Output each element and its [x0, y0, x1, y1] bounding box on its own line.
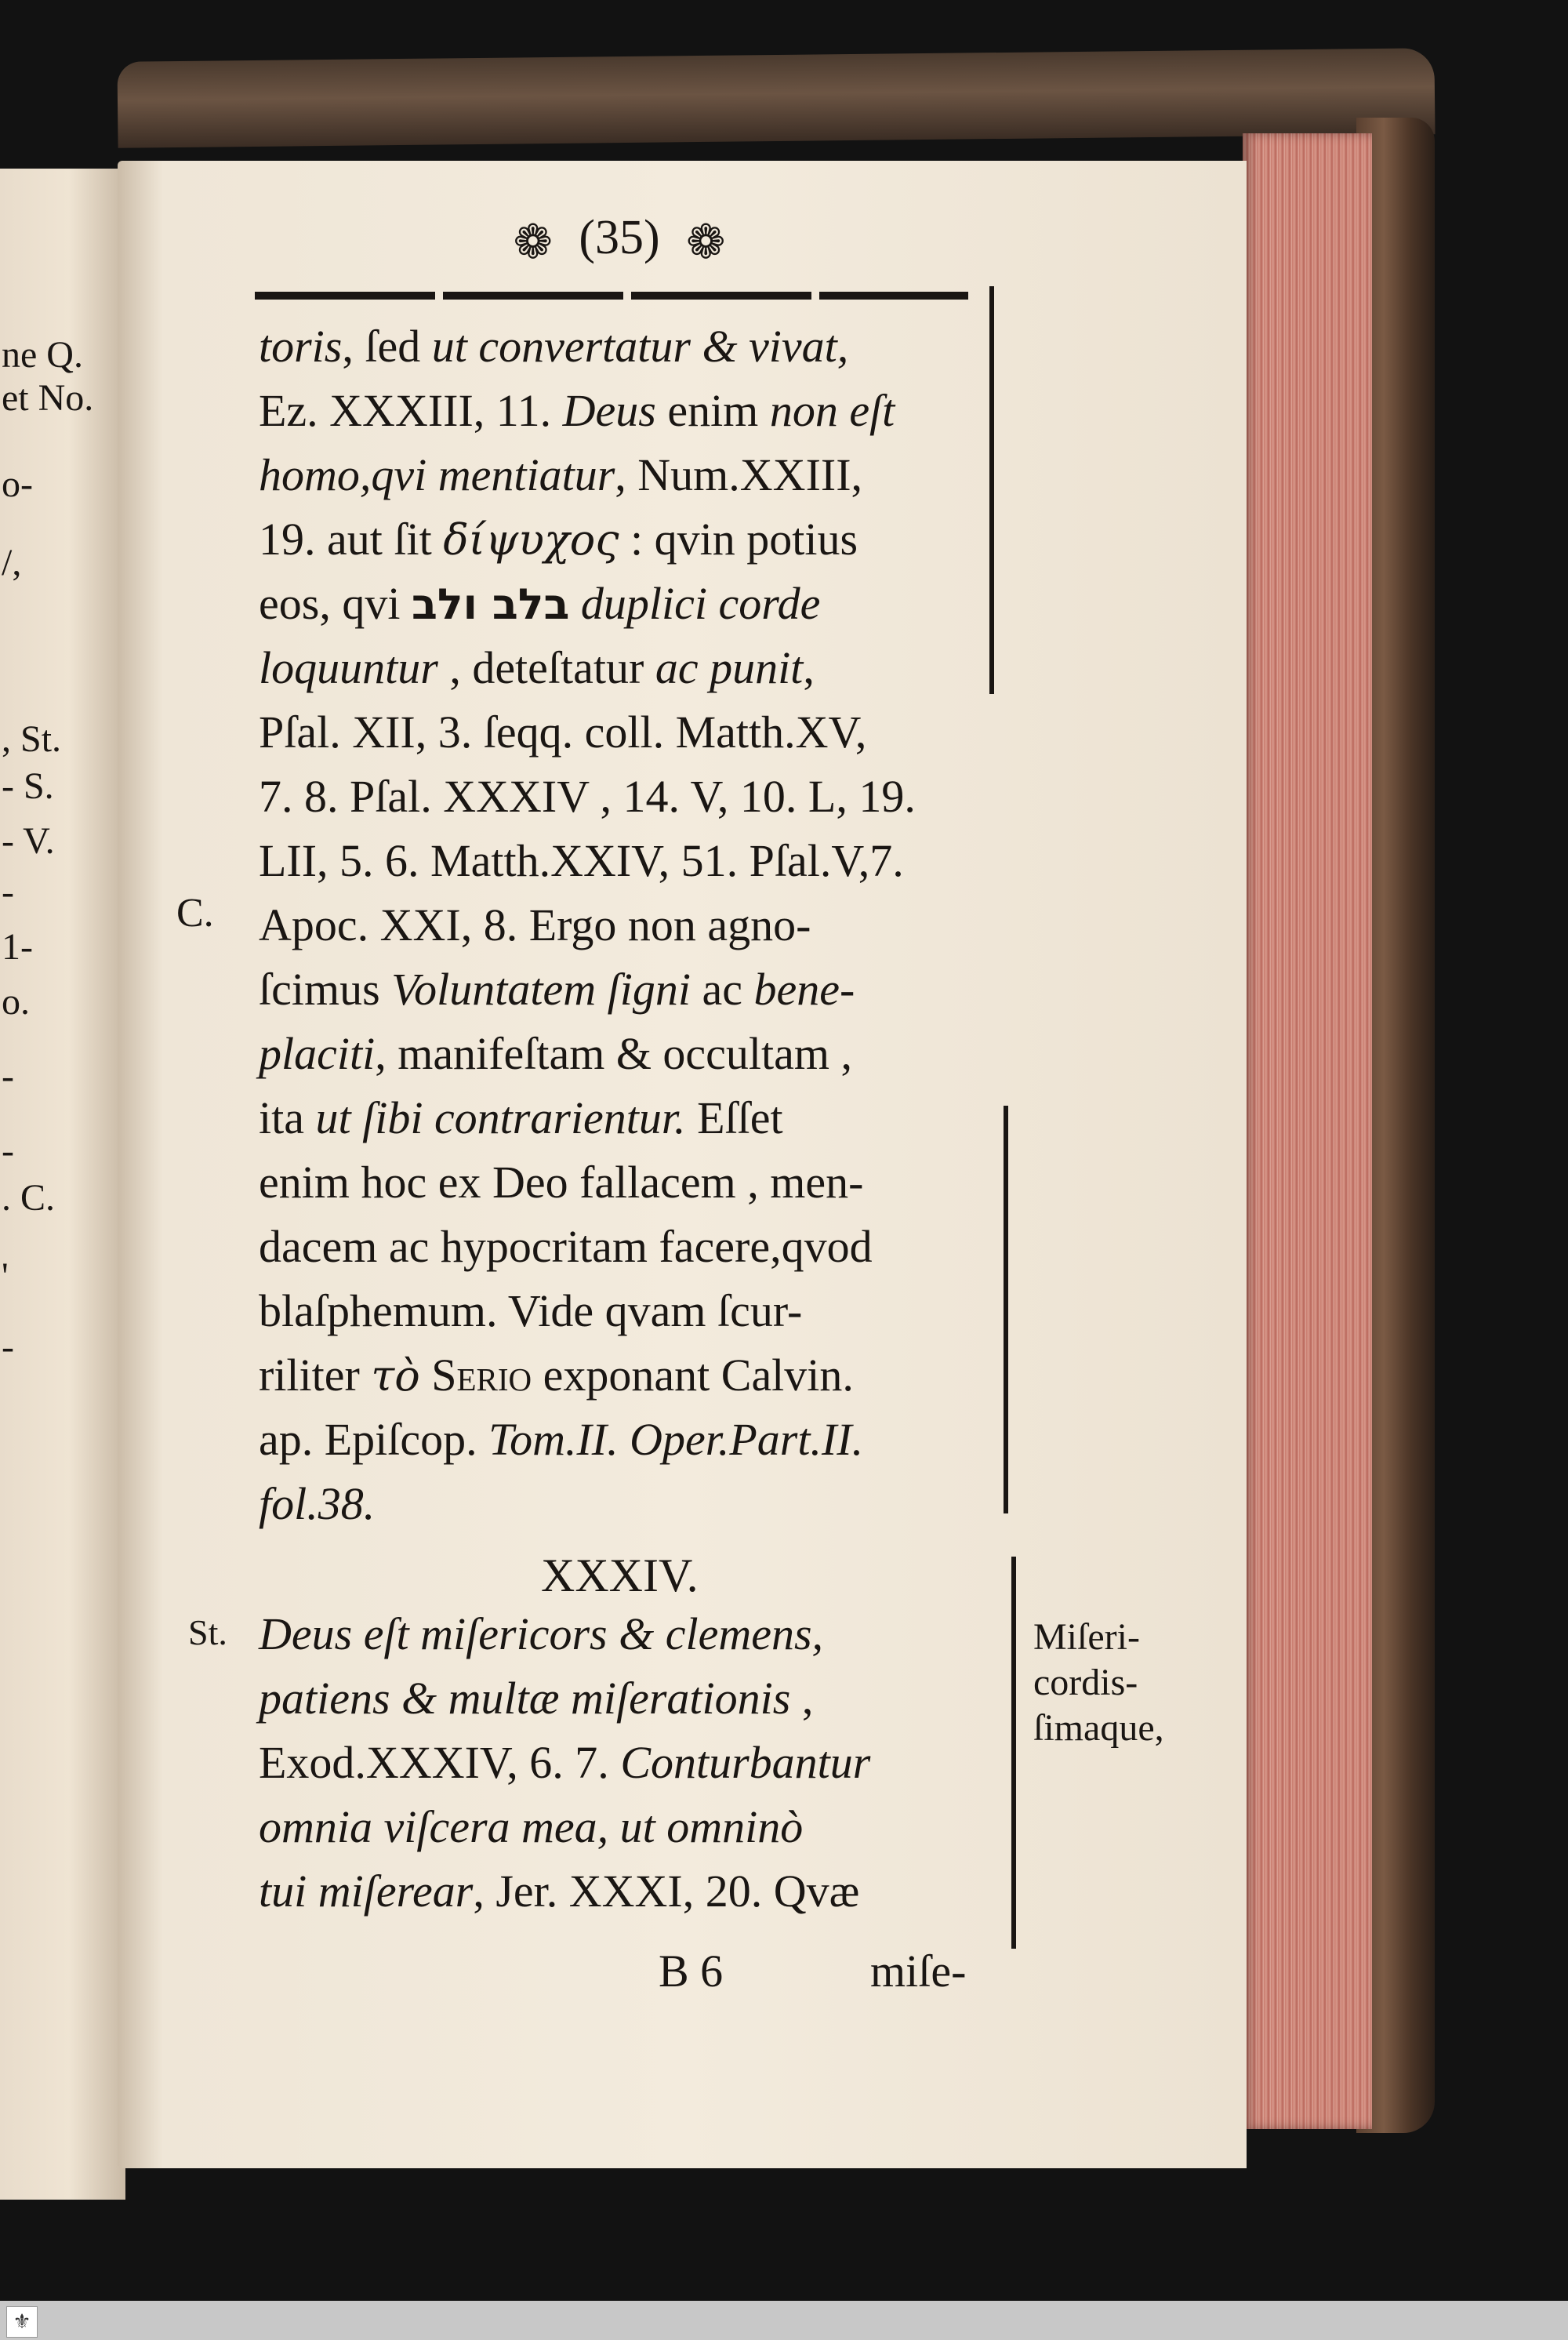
left-page-fragment: ' [2, 1255, 9, 1297]
text-segment: Deus [562, 385, 656, 436]
text-line [259, 1157, 863, 1208]
text-line [259, 1286, 802, 1336]
text-segment: patiens & multæ miſerationis [259, 1673, 791, 1724]
text-line [259, 965, 855, 1015]
text-segment: LII, 5. 6. Matth.XXIV, 51. Pſal.V,7. [259, 835, 904, 886]
page-edges [1243, 133, 1372, 2129]
left-page-fragment: 1- [2, 926, 33, 968]
margin-letter-st: St. [188, 1612, 227, 1652]
text-segment: Pſal. XII, 3. ſeqq. coll. Matth.XV, [259, 707, 867, 758]
margin-note-line: ſimaque, [1033, 1707, 1164, 1749]
text-segment: riliter [259, 1350, 372, 1401]
text-segment: dacem ac hypocritam facere,qvod [259, 1221, 873, 1272]
text-segment: tui miſerear [259, 1866, 474, 1917]
ornament-right-icon: ❁ [686, 214, 726, 270]
text-segment: ita [259, 1092, 316, 1143]
left-page-fragment: - V. [2, 820, 55, 862]
left-page-fragment: , St. [2, 718, 62, 760]
text-segment: : qvin potius [619, 514, 858, 565]
text-segment: , Num.XXIII, [615, 449, 863, 500]
text-segment: enim hoc ex Deo fallacem , men- [259, 1157, 864, 1208]
text-segment: 7. 8. Pſal. XXXIV , 14. V, 10. L, 19. [259, 771, 916, 822]
text-segment: , manifeſtam & occultam , [375, 1028, 853, 1079]
text-segment: בלב ולב [411, 580, 570, 629]
text-segment: , ſed [342, 321, 432, 372]
text-segment: ut convertatur & vivat, [431, 321, 849, 372]
text-segment: ut ſibi contrarientur. [315, 1092, 686, 1143]
text-segment: non eſt [769, 385, 895, 436]
text-line [259, 514, 858, 565]
page-number: (35) [579, 211, 660, 264]
left-page-fragment: . C. [2, 1177, 56, 1219]
left-page-fragment: - [2, 1130, 14, 1172]
text-line [259, 1609, 823, 1659]
text-segment: homo,qvi mentiatur [259, 449, 615, 500]
text-line [259, 322, 848, 372]
margin-note-line: cordis- [1033, 1662, 1138, 1703]
header-rule [255, 292, 968, 300]
text-line [259, 1738, 870, 1788]
text-line [259, 1802, 803, 1852]
signature-mark: B 6 [659, 1946, 724, 1997]
book-cover-top [117, 48, 1435, 148]
left-page-fragment: - [2, 1326, 14, 1368]
text-segment: , Jer. XXXI, 20. Qvæ [473, 1866, 860, 1917]
text-segment: Conturbantur [620, 1737, 871, 1788]
text-line [259, 1093, 783, 1143]
left-page-fragment: o- [2, 463, 33, 505]
left-page-fragment: o. [2, 981, 30, 1023]
text-segment: fol.38. [259, 1478, 376, 1529]
text-segment: Deus eſt miſericors & clemens, [259, 1608, 824, 1659]
left-page-fragment: - [2, 1056, 14, 1097]
text-segment [569, 578, 581, 629]
text-line [259, 1866, 859, 1917]
text-segment: Eſſet [685, 1092, 783, 1143]
text-line [259, 900, 811, 950]
text-segment: omnia viſcera mea, ut omninò [259, 1801, 804, 1852]
text-segment: exponant Calvin. [532, 1350, 854, 1401]
text-segment: δίψυχος [443, 515, 619, 565]
text-segment: toris [259, 321, 343, 372]
ornament-left-icon: ❁ [513, 214, 553, 270]
text-segment: Tom.II. Oper.Part.II. [488, 1414, 864, 1465]
text-line [259, 386, 895, 436]
text-segment: loquuntur [259, 642, 438, 693]
left-page-fragment: ne Q. [2, 334, 83, 376]
text-segment: , deteſtatur [437, 642, 655, 693]
text-line [259, 643, 815, 693]
text-segment: ac [691, 964, 754, 1015]
left-page-fragment: - [2, 871, 14, 913]
left-page-fragment: - S. [2, 765, 54, 807]
text-segment: , [803, 642, 815, 693]
text-segment: ſcimus [259, 964, 392, 1015]
text-segment: Ez. XXXIII, 11. [259, 385, 563, 436]
text-segment: placiti [259, 1028, 376, 1079]
text-segment: blaſphemum. Vide qvam ſcur- [259, 1285, 803, 1336]
text-line [259, 707, 866, 758]
left-page-fragment: et No. [2, 377, 94, 419]
text-segment [420, 1350, 432, 1401]
text-line [259, 1350, 854, 1401]
margin-rule-top [989, 286, 994, 694]
viewer-bottom-bar [0, 2301, 1568, 2340]
margin-rule-bottom [1011, 1557, 1016, 1949]
text-segment: Voluntatem ſigni [391, 964, 691, 1015]
text-segment: duplici corde [580, 578, 821, 629]
text-segment: τὸ [371, 1351, 420, 1401]
text-segment: ap. Epiſcop. [259, 1414, 489, 1465]
margin-note-line: Miſeri- [1033, 1616, 1140, 1658]
text-line [259, 772, 916, 822]
section-heading: XXXIV. [541, 1550, 699, 1601]
catchword: miſe- [870, 1946, 967, 1997]
text-line [259, 836, 904, 886]
library-logo-icon: ⚜ [6, 2306, 38, 2338]
text-line [259, 1673, 813, 1724]
text-segment: bene- [753, 964, 855, 1015]
text-segment: ac punit [655, 642, 804, 693]
text-segment: enim [655, 385, 770, 436]
left-page-fragment: /, [2, 542, 22, 583]
margin-letter-c: C. [176, 891, 214, 936]
text-segment: , [790, 1673, 814, 1724]
text-line [259, 579, 820, 630]
text-line [259, 1222, 873, 1272]
text-line [259, 1029, 852, 1079]
text-segment: Apoc. XXI, 8. Ergo non agno- [259, 899, 811, 950]
text-segment: 19. aut ſit [259, 514, 444, 565]
page-header [455, 210, 784, 270]
text-line [259, 450, 862, 500]
text-segment: Exod.XXXIV, 6. 7. [259, 1737, 621, 1788]
text-line [259, 1479, 375, 1529]
margin-rule-middle [1004, 1106, 1008, 1513]
text-line [259, 1415, 863, 1465]
text-segment: eos, qvi [259, 578, 412, 629]
text-segment: Serio [431, 1350, 532, 1401]
